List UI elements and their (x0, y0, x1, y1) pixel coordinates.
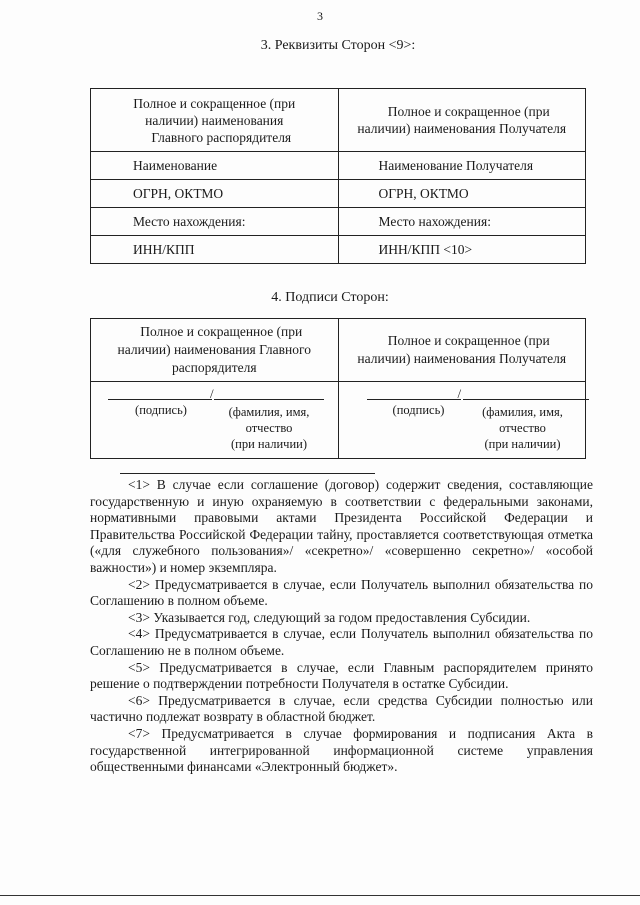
footnote-1: <1> В случае если соглашение (договор) содержит сведения, составляющие государственную и иную охраняемую в соответствии с федеральными законами, нормативными правовыми актами Президента Российской Федерации и Правительства Российской Федерации тайну, проставляется соответствующая отметка («для служебного пользования»/ «секретно»/ «совершенно секретно»/ «особой важности») и номер экземпляра. (90, 477, 593, 575)
requisites-cell: Место нахождения: (91, 208, 339, 236)
footnote-5: <5> Предусматривается в случае, если Главным распорядителем принято решение о подтверждении потребности Получателя в остатке Субсидии. (90, 659, 593, 692)
signature-line (367, 399, 461, 400)
requisites-header-left: Полное и сокращенное (при наличии) наименования Главного распорядителя (91, 89, 339, 152)
table-row (91, 208, 586, 236)
requisites-table (90, 88, 586, 264)
signatures-header-right: Полное и сокращенное (при наличии) наименования Получателя (338, 319, 586, 382)
signature-slash: / (457, 386, 462, 401)
requisites-cell: ИНН/КПП (91, 236, 339, 264)
signature-block-left (91, 382, 339, 459)
page-number: 3 (317, 9, 323, 23)
signatures-header-left: Полное и сокращенное (при наличии) наименования Главного распорядителя (91, 319, 339, 382)
footnote-7: <7> Предусматривается в случае формирования и подписания Акта в государственной интегрированной информационной системе управления общественными финансами «Электронный бюджет». (90, 725, 593, 775)
footnote-4: <4> Предусматривается в случае, если Получатель выполнил обязательства по Соглашению не в полном объеме. (90, 626, 593, 658)
name-line (214, 399, 324, 400)
requisites-cell: ОГРН, ОКТМО (91, 180, 339, 208)
section-3-title: 3. Реквизиты Сторон <9>: (260, 38, 416, 53)
table-row (91, 180, 586, 208)
section-4-title: 4. Подписи Сторон: (271, 290, 389, 305)
requisites-cell: Наименование Получателя (338, 152, 586, 180)
signature-caption: (подпись) (392, 403, 445, 417)
requisites-cell: Место нахождения: (338, 208, 586, 236)
table-row (91, 152, 586, 180)
signatures-table (90, 318, 586, 459)
page-bottom-rule (0, 895, 640, 896)
signature-caption: (подпись) (135, 403, 187, 417)
requisites-cell: Наименование (91, 152, 339, 180)
footnote-3: <3> Указывается год, следующий за годом предоставления Субсидии. (128, 609, 531, 625)
name-caption: (фамилия, имя, отчество (при наличии) (228, 405, 310, 451)
footnote-6: <6> Предусматривается в случае, если средства Субсидии полностью или частично подлежат возврату в областной бюджет. (90, 692, 593, 725)
signature-slash: / (210, 386, 214, 401)
requisites-header-right: Полное и сокращенное (при наличии) наименования Получателя (338, 89, 586, 152)
name-line (463, 399, 589, 400)
table-row (91, 236, 586, 264)
signature-line (108, 399, 212, 400)
signature-block-right (338, 382, 586, 459)
requisites-cell: ИНН/КПП <10> (338, 236, 586, 264)
footnotes (90, 477, 593, 776)
requisites-cell: ОГРН, ОКТМО (338, 180, 586, 208)
name-caption: (фамилия, имя, отчество (при наличии) (482, 405, 563, 451)
footnote-separator (120, 473, 375, 474)
footnote-2: <2> Предусматривается в случае, если Получатель выполнил обязательства по Соглашению в полном объеме. (90, 576, 593, 609)
